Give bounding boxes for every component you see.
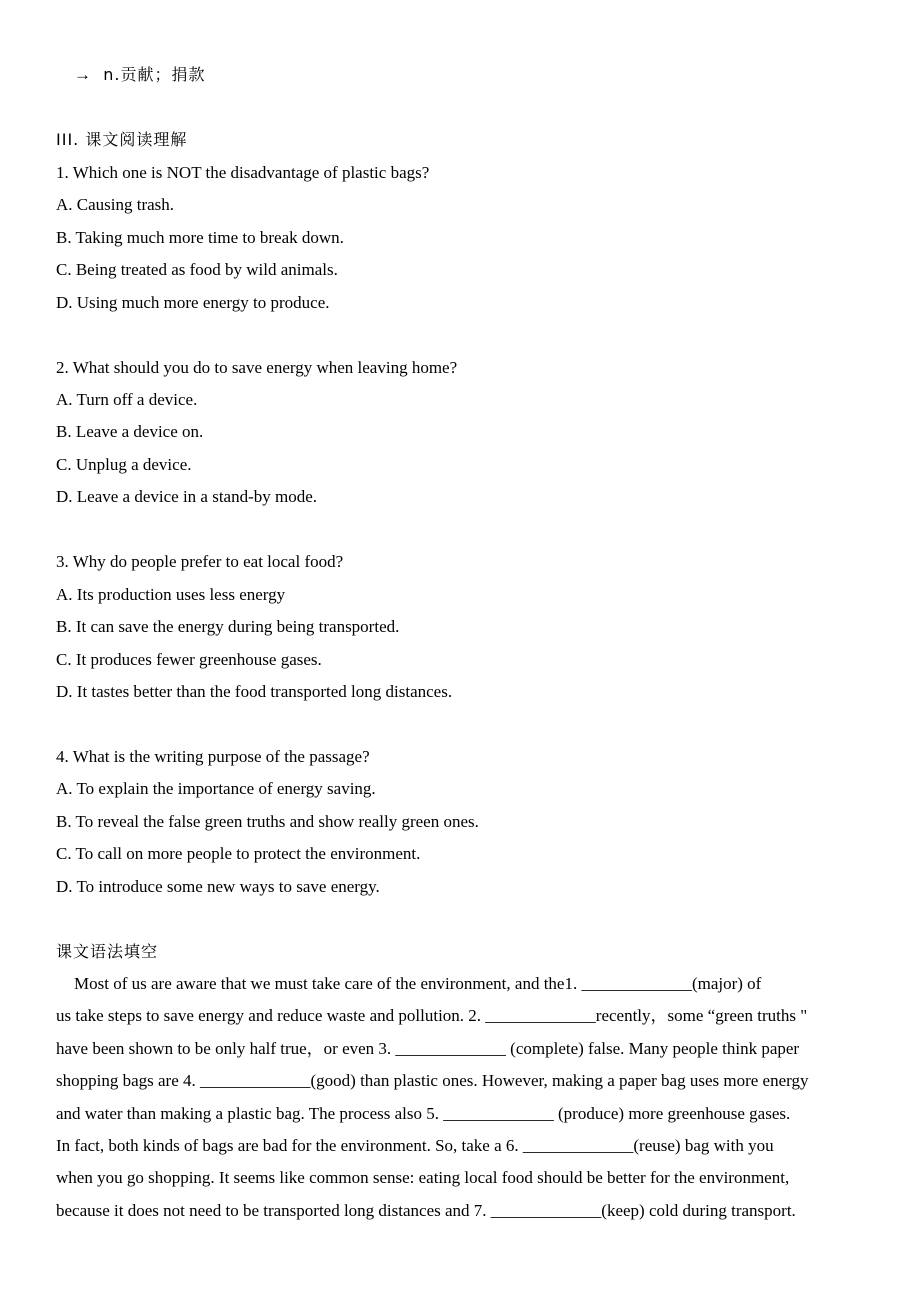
question-2-option-a: A. Turn off a device. <box>56 390 198 409</box>
question-1-option-c: C. Being treated as food by wild animals. <box>56 260 338 279</box>
passage-line-7: when you go shopping. It seems like common sense: eating local food should be better for the environment, <box>56 1168 790 1188</box>
passage-line-2: us take steps to save energy and reduce waste and pollution. 2. _____________recently，some “green truths " <box>56 1006 808 1026</box>
question-2-option-d: D. Leave a device in a stand-by mode. <box>56 487 318 506</box>
question-4-option-c: C. To call on more people to protect the environment. <box>56 844 421 863</box>
passage-line-8: because it does not need to be transported long distances and 7. _____________(keep) cold during transport. <box>56 1200 796 1220</box>
question-1-option-d: D. Using much more energy to produce. <box>56 293 330 312</box>
question-2-stem: 2. What should you do to save energy when leaving home? <box>56 358 458 377</box>
question-1-option-a: A. Causing trash. <box>56 195 175 214</box>
passage-line-4: shopping bags are 4. _____________(good) than plastic ones. However, making a paper bag uses more energy <box>56 1071 809 1091</box>
question-4-option-a: A. To explain the importance of energy saving. <box>56 779 376 798</box>
question-2-option-b: B. Leave a device on. <box>56 422 204 441</box>
question-2-option-c: C. Unplug a device. <box>56 455 192 474</box>
arrow-icon: → <box>74 65 91 84</box>
question-4-stem: 4. What is the writing purpose of the passage? <box>56 747 370 766</box>
question-3-option-c: C. It produces fewer greenhouse gases. <box>56 650 322 669</box>
grammar-fill-passage <box>56 968 864 1227</box>
top-note-text: n.贡献；捐款 <box>103 65 206 84</box>
passage-line-6: In fact, both kinds of bags are bad for the environment. So, take a 6. _____________(reuse) bag with you <box>56 1136 774 1156</box>
section-title-reading: III. 课文阅读理解 <box>56 130 188 149</box>
question-1-option-b: B. Taking much more time to break down. <box>56 228 344 247</box>
section-title-grammar-fill: 课文语法填空 <box>56 942 159 961</box>
question-1-stem: 1. Which one is NOT the disadvantage of plastic bags? <box>56 163 430 182</box>
passage-line-1: Most of us are aware that we must take care of the environment, and the1. _____________(major) of <box>74 974 762 993</box>
question-4-option-d: D. To introduce some new ways to save energy. <box>56 877 380 896</box>
question-3-option-d: D. It tastes better than the food transported long distances. <box>56 682 453 701</box>
question-3-option-a: A. Its production uses less energy <box>56 585 286 604</box>
top-note <box>74 64 205 86</box>
passage-line-3: have been shown to be only half true，or even 3. _____________ (complete) false. Many people think paper <box>56 1038 800 1058</box>
question-3-stem: 3. Why do people prefer to eat local food? <box>56 552 344 571</box>
question-4-option-b: B. To reveal the false green truths and show really green ones. <box>56 812 479 831</box>
passage-line-5: and water than making a plastic bag. The process also 5. _____________ (produce) more greenhouse gases. <box>56 1103 791 1123</box>
question-3-option-b: B. It can save the energy during being transported. <box>56 617 400 636</box>
